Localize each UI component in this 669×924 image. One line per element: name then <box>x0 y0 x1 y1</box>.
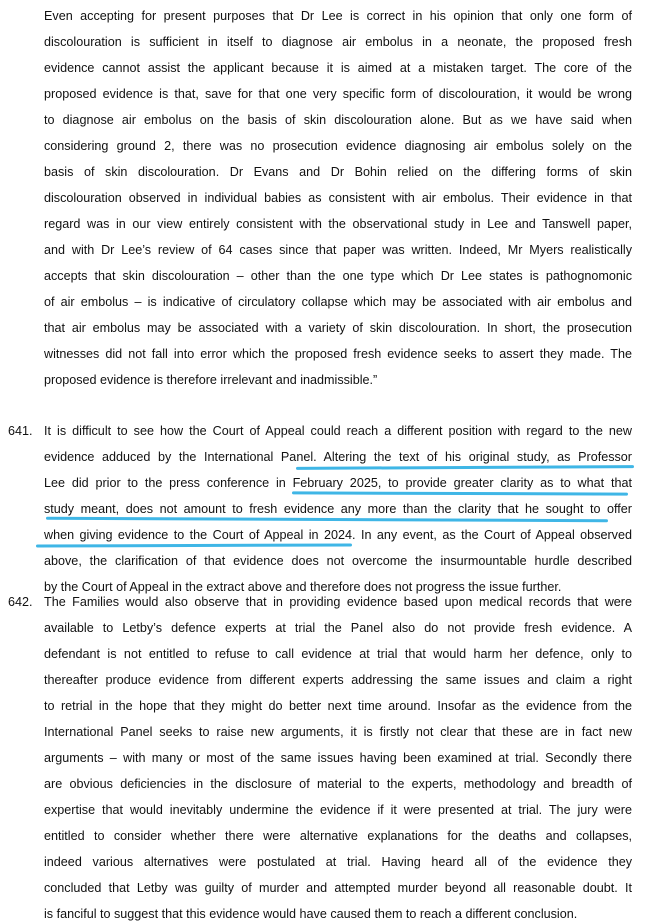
text-line: witnesses did not fall into error which the proposed fresh evidence seeks to assert they made. The <box>44 347 632 361</box>
text-line: evidence cannot assist the applicant because it is aimed at a mistaken target. The core of the <box>44 61 632 75</box>
text-line: accepts that skin discolouration – other than the one type which Dr Lee states is pathognomonic <box>44 269 632 283</box>
text-line: defendant is not entitled to refuse to call evidence at trial that would harm her defence, only to <box>44 647 632 661</box>
text-line: The Families would also observe that in providing evidence based upon medical records that were <box>44 595 632 609</box>
text-line: regard was in our view entirely consistent with the observational study in Lee and Tanswell paper, <box>44 217 632 231</box>
text-line: discolouration observed in individual babies as consistent with air embolus. Their evidence in that <box>44 191 632 205</box>
text-line: evidence adduced by the International Panel. Altering the text of his original study, as Professor <box>44 450 632 464</box>
text-line: arguments – with many or most of the same issues having been examined at trial. Secondly there <box>44 751 632 765</box>
text-line: International Panel seeks to raise new arguments, it is firstly not clear that these are in fact new <box>44 725 632 739</box>
text-line: of air embolus – is indicative of circulatory collapse which may be associated with air embolus and <box>44 295 632 309</box>
text-line: study meant, does not amount to fresh evidence any more than the clarity that he sought to offer <box>44 502 632 516</box>
text-line: It is difficult to see how the Court of Appeal could reach a different position with regard to the new <box>44 424 632 438</box>
text-line: entitled to consider whether there were alternative explanations for the deaths and collapses, <box>44 829 632 843</box>
text-line: Lee did prior to the press conference in February 2025, to provide greater clarity as to what that <box>44 476 632 490</box>
text-line: by the Court of Appeal in the extract above and therefore does not progress the issue further. <box>44 580 562 594</box>
text-line: Even accepting for present purposes that Dr Lee is correct in his opinion that only one form of <box>44 9 632 23</box>
highlight-underline <box>292 491 628 495</box>
paragraph-number: 641. <box>8 424 33 438</box>
text-line: discolouration is sufficient in itself to diagnose air embolus in a neonate, the proposed fresh <box>44 35 632 49</box>
text-line: indeed various alternatives were postulated at trial. Having heard all of the evidence they <box>44 855 632 869</box>
text-line: are obvious deficiencies in the disclosure of material to the experts, methodology and breadth of <box>44 777 632 791</box>
text-line: concluded that Letby was guilty of murder and attempted murder beyond all reasonable doubt. It <box>44 881 632 895</box>
text-line: considering ground 2, there was no prosecution evidence diagnosing air embolus solely on the <box>44 139 632 153</box>
text-line: when giving evidence to the Court of Appeal in 2024. In any event, as the Court of Appeal observed <box>44 528 632 542</box>
paragraph-number: 642. <box>8 595 33 609</box>
text-line: and with Dr Lee’s review of 64 cases since that paper was written. Indeed, Mr Myers realistically <box>44 243 632 257</box>
text-line: that air embolus may be associated with a variety of skin discolouration. In short, the prosecution <box>44 321 632 335</box>
text-line: to diagnose air embolus on the basis of skin discolouration alone. But as we have said when <box>44 113 632 127</box>
text-line: thereafter produce evidence from different experts addressing the same issues and claim a right <box>44 673 632 687</box>
text-line: basis of skin discolouration. Dr Evans and Dr Bohin relied on the differing forms of skin <box>44 165 632 179</box>
text-line: proposed evidence is that, save for that one very specific form of discolouration, it would be wrong <box>44 87 632 101</box>
text-line: available to Letby’s defence experts at trial the Panel also do not provide fresh evidence. A <box>44 621 632 635</box>
highlight-underline <box>296 465 634 470</box>
highlight-underline <box>36 543 352 547</box>
text-line: to retrial in the hope that they might do better next time around. Insofar as the evidence from the <box>44 699 632 713</box>
text-line: is fanciful to suggest that this evidence would have caused them to reach a different conclusion. <box>44 907 578 921</box>
text-line: expertise that would inevitably undermine the evidence if it were presented at trial. The jury were <box>44 803 632 817</box>
text-line: above, the clarification of that evidence does not overcome the insurmountable hurdle described <box>44 554 632 568</box>
text-line: proposed evidence is therefore irrelevant and inadmissible.” <box>44 373 378 387</box>
